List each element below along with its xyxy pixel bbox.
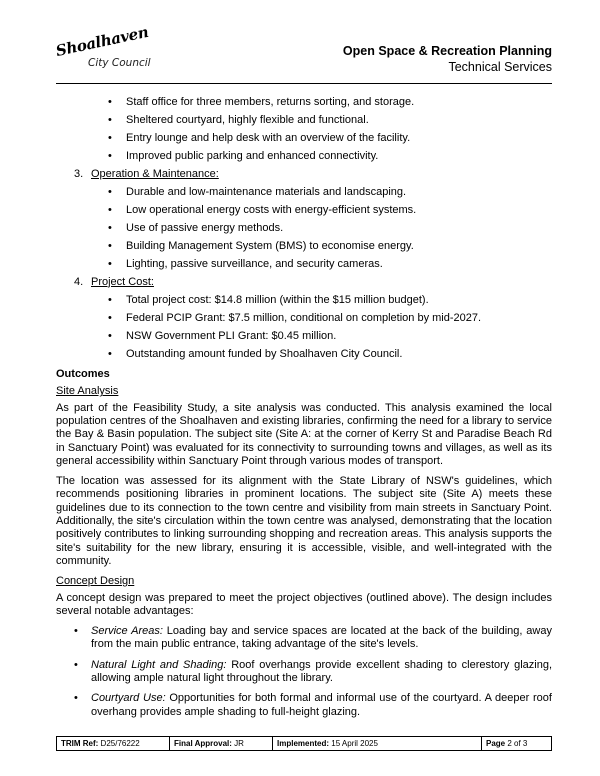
list-item: • Staff office for three members, returns sorting, and storage.	[56, 96, 552, 109]
advantage-label: Natural Light and Shading:	[91, 658, 227, 671]
list-item: • Federal PCIP Grant: $7.5 million, conditional on completion by mid-2027.	[56, 312, 552, 325]
list-item: • Improved public parking and enhanced connectivity.	[56, 150, 552, 163]
list-item	[56, 692, 552, 719]
list-item: • Use of passive energy methods.	[56, 222, 552, 235]
footer-final-approval	[170, 737, 273, 750]
advantage-label: Courtyard Use:	[91, 692, 166, 705]
advantage-label: Service Areas:	[91, 625, 163, 638]
list-item: • Total project cost: $14.8 million (within the $15 million budget).	[56, 294, 552, 307]
item-title: Project Cost:	[91, 275, 154, 288]
list-item	[56, 625, 552, 652]
site-analysis-paragraph-2: The location was assessed for its alignment with the State Library of NSW's guidelines, which recommends positioning libraries in prominent locations. The subject site (Site A) meets these guidelines due to its connection to the town centre and visibility from main streets in Sanctuary Point. Additionally, the site's circulation within the town centre was analysed, demonstrating that the location positively contributes to linking surrounding shopping and recreation areas. This analysis supports the site's suitability for the new library, ensuring it is accessible, visible, and well-integrated with the community.	[56, 475, 552, 567]
numbered-heading-operation	[56, 168, 552, 181]
advantages-list	[56, 625, 552, 719]
operation-bullet-list	[56, 186, 552, 271]
footer-value: 2 of 3	[505, 739, 528, 748]
footer-label: TRIM Ref:	[61, 739, 99, 748]
logo-subtext: City Council	[88, 57, 151, 69]
council-logo	[54, 22, 168, 78]
list-item	[56, 659, 552, 686]
site-analysis-paragraph-1: As part of the Feasibility Study, a site analysis was conducted. This analysis examined the local population centres of the Shoalhaven and existing libraries, confirming the need for a library to service the Bay & Basin population. The subject site (Site A: at the corner of Kerry St and Paradise Beach Rd in Sanctuary Point) was evaluated for its connectivity to surrounding towns and villages, as well as its general accessibility within Sanctuary Point through various modes of transport.	[56, 401, 552, 467]
intro-bullet-list	[56, 96, 552, 163]
advantage-text: Roof overhangs provide excellent shading to clerestory glazing, allowing ample natural light throughout the library.	[91, 658, 552, 685]
advantage-text: Opportunities for both formal and informal use of the courtyard. A deeper roof overhang provides ample shading to full-height glazing.	[91, 692, 552, 718]
list-item: • Building Management System (BMS) to economise energy.	[56, 240, 552, 253]
site-analysis-heading: Site Analysis	[56, 385, 119, 398]
item-number: 4.	[74, 275, 84, 288]
cost-bullet-list	[56, 294, 552, 361]
list-item: • Entry lounge and help desk with an overview of the facility.	[56, 132, 552, 145]
header-title: Open Space & Recreation Planning	[342, 44, 552, 58]
list-item: • Durable and low-maintenance materials and landscaping.	[56, 186, 552, 199]
item-number: 3.	[74, 167, 84, 180]
list-item: • NSW Government PLI Grant: $0.45 million.	[56, 330, 552, 343]
footer-page-number	[482, 737, 551, 750]
document-header	[343, 43, 552, 76]
advantage-text: Loading bay and service spaces are located at the back of the building, away from the main public entrance, taking advantage of the site's levels.	[91, 625, 552, 651]
logo-wordmark: Shoalhaven	[54, 22, 150, 60]
list-item: • Sheltered courtyard, highly flexible and functional.	[56, 114, 552, 127]
list-item: • Outstanding amount funded by Shoalhaven City Council.	[56, 348, 552, 361]
concept-design-heading: Concept Design	[56, 575, 135, 588]
list-item: • Lighting, passive surveillance, and security cameras.	[56, 258, 552, 271]
numbered-heading-cost	[56, 276, 552, 289]
footer-label: Implemented:	[277, 739, 330, 748]
document-body	[56, 96, 552, 726]
document-footer	[56, 736, 552, 751]
footer-value: JR	[231, 739, 244, 748]
outcomes-heading: Outcomes	[56, 368, 110, 381]
header-divider	[56, 83, 552, 84]
footer-value: D25/76222	[98, 739, 140, 748]
footer-trim-ref	[57, 737, 170, 750]
footer-label: Page	[486, 739, 506, 748]
footer-label: Final Approval:	[174, 739, 232, 748]
list-item: • Low operational energy costs with energy-efficient systems.	[56, 204, 552, 217]
footer-implemented	[273, 737, 482, 750]
footer-value: 15 April 2025	[329, 739, 378, 748]
item-title: Operation & Maintenance:	[91, 167, 219, 180]
header-subtitle: Technical Services	[448, 60, 552, 74]
concept-design-paragraph: A concept design was prepared to meet the project objectives (outlined above). The design includes several notable advantages:	[56, 591, 552, 617]
